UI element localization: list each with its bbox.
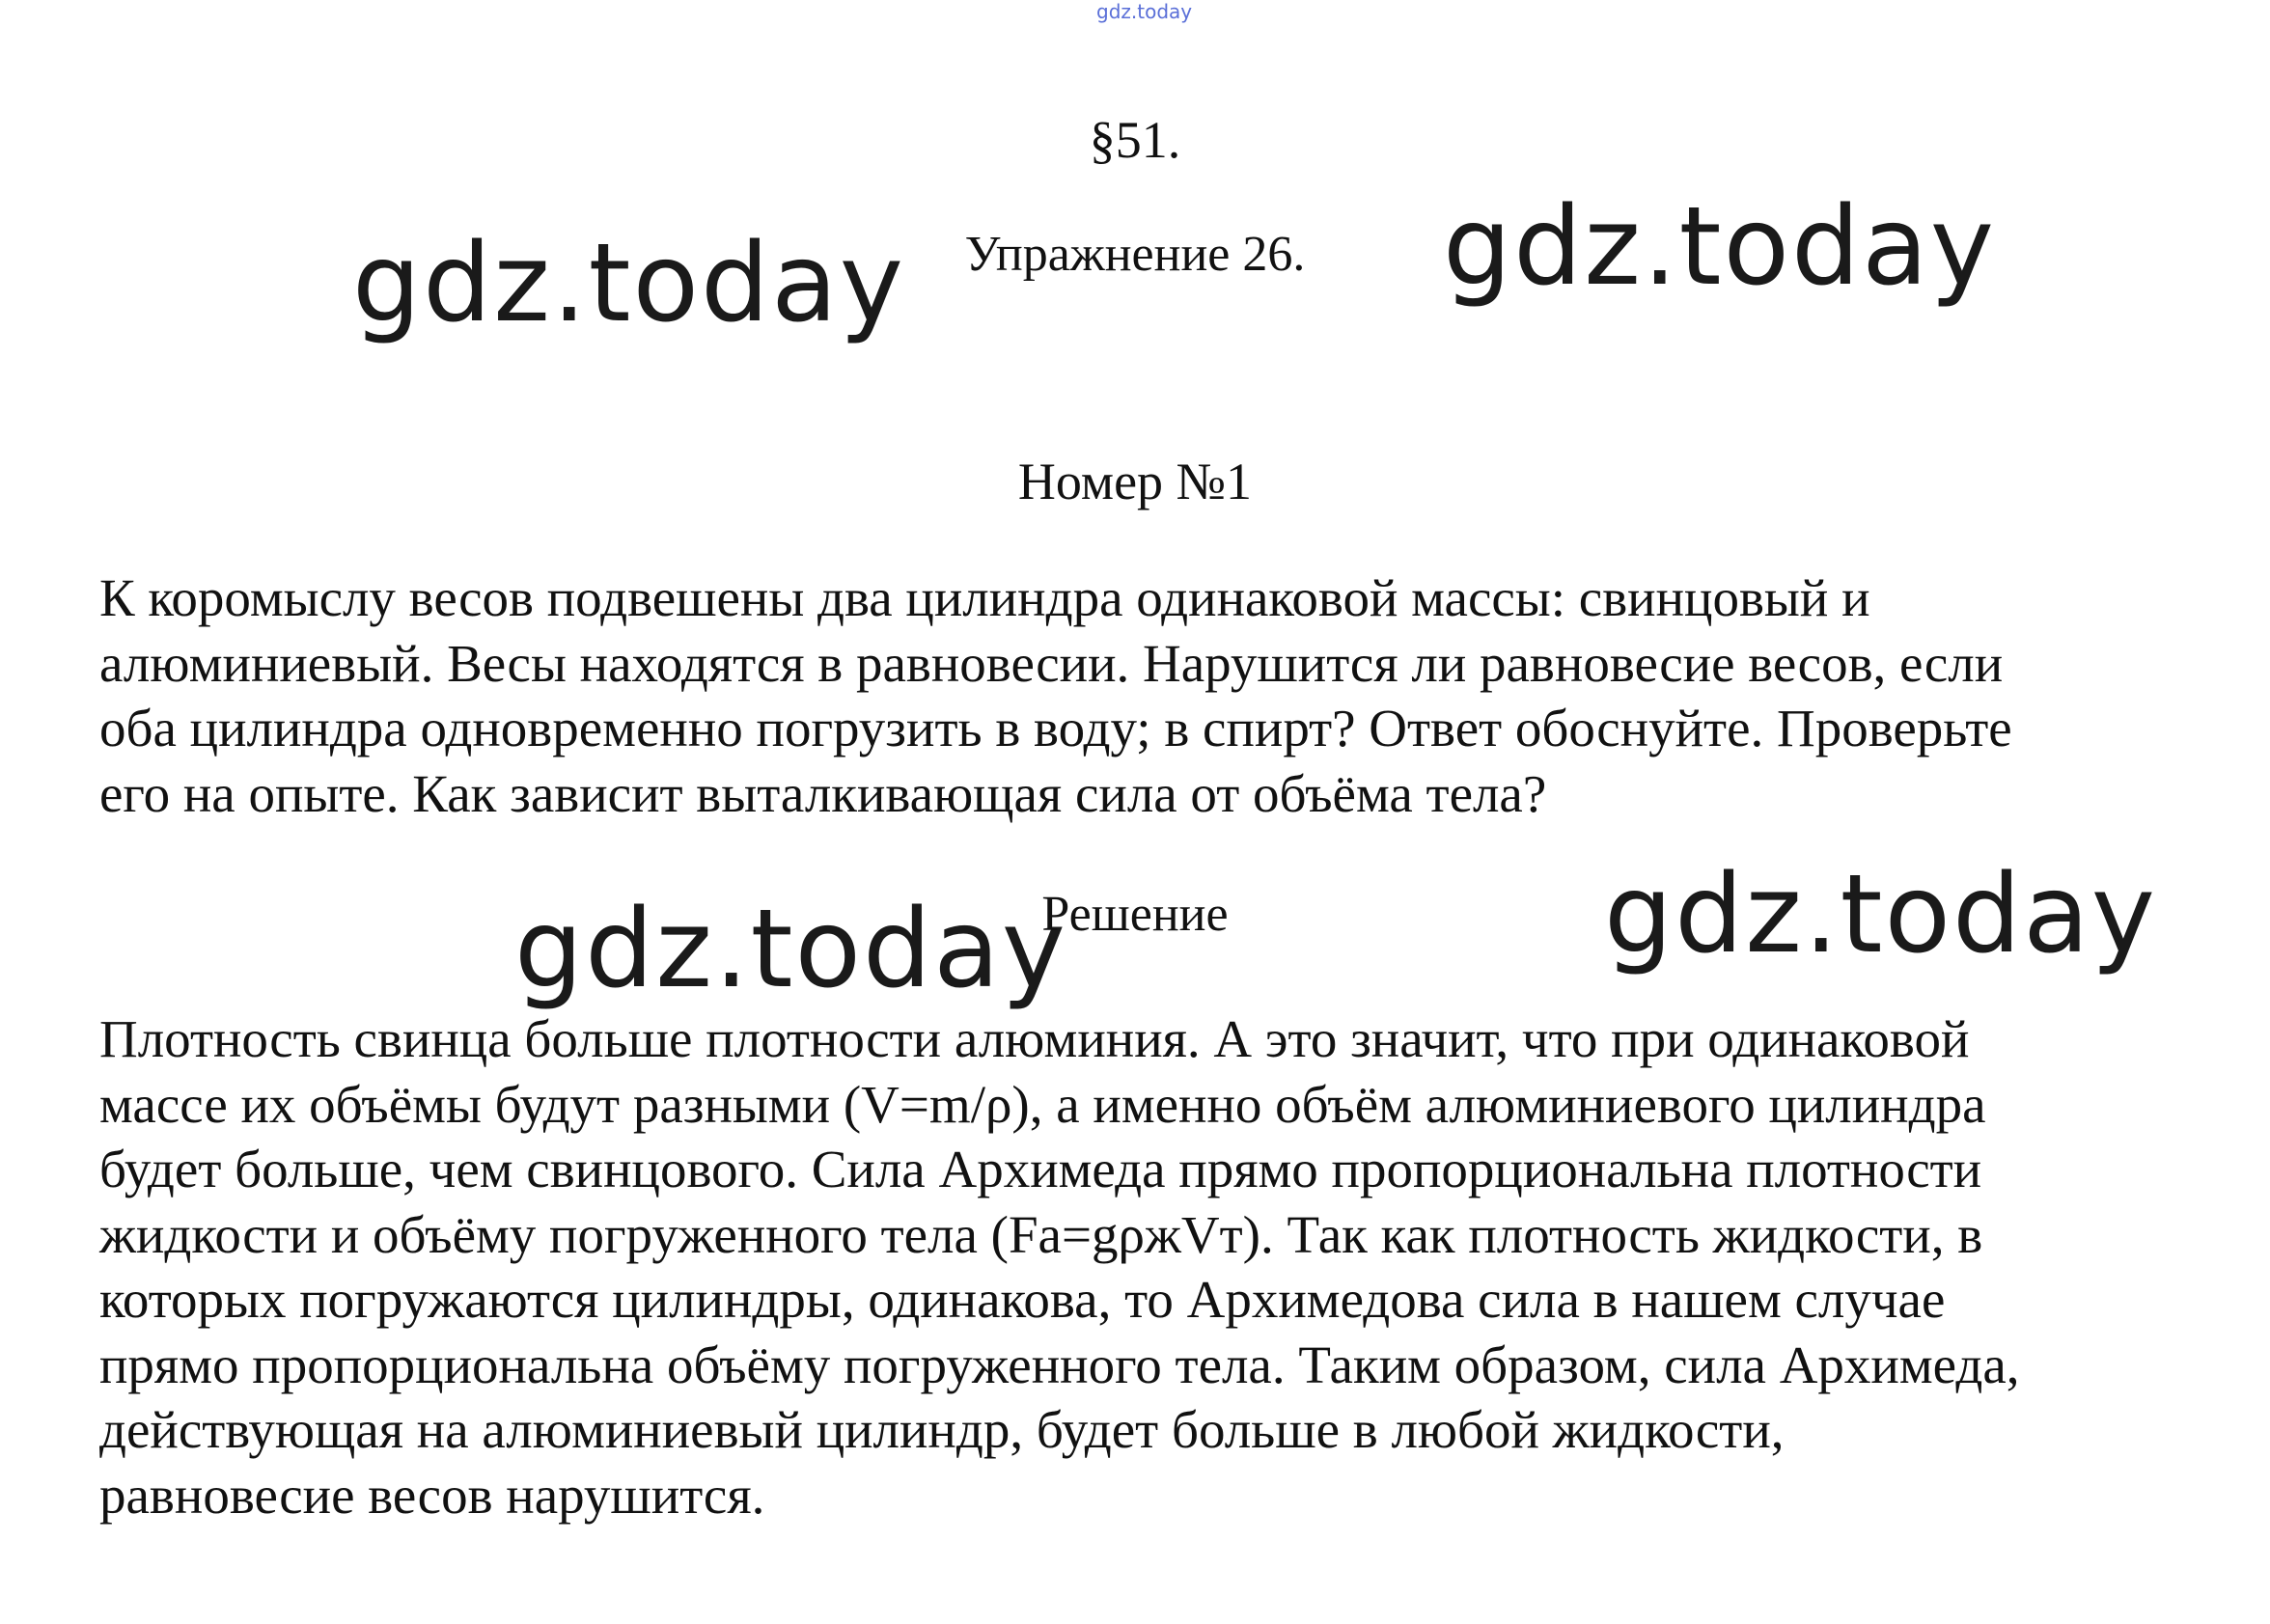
watermark-top-small: gdz.today bbox=[1096, 0, 1193, 23]
solution-line: действующая на алюминиевый цилиндр, будет больше в любой жидкости, bbox=[99, 1400, 1785, 1459]
question-line: его на опыте. Как зависит выталкивающая сила от объёма тела? bbox=[99, 763, 1547, 823]
section-heading: §51. bbox=[1089, 111, 1181, 169]
watermark-2: gdz.today bbox=[1443, 184, 1997, 310]
exercise-heading: Упражнение 26. bbox=[964, 227, 1306, 282]
solution-line: которых погружаются цилиндры, одинакова, то Архимедова сила в нашем случае bbox=[99, 1270, 1946, 1329]
solution-text bbox=[99, 1006, 2261, 1528]
solution-line: жидкости и объёму погруженного тела (Fa=gρжVт). Так как плотность жидкости, в bbox=[99, 1204, 1983, 1264]
question-line: оба цилиндра одновременно погрузить в воду; в спирт? Ответ обоснуйте. Проверьте bbox=[99, 699, 2012, 757]
solution-line: массе их объёмы будут разными (V=m/ρ), а именно объём алюминиевого цилиндра bbox=[99, 1074, 1986, 1134]
watermark-4: gdz.today bbox=[1604, 852, 2158, 977]
question-line: К коромыслу весов подвешены два цилиндра одинаковой массы: свинцовый и bbox=[99, 568, 1870, 627]
solution-line: будет больше, чем свинцового. Сила Архимеда прямо пропорциональна плотности bbox=[99, 1140, 1982, 1198]
question-line: алюминиевый. Весы находятся в равновесии. Нарушится ли равновесие весов, если bbox=[99, 633, 2004, 693]
solution-line: равновесие весов нарушится. bbox=[99, 1465, 765, 1525]
solution-heading: Решение bbox=[1041, 887, 1229, 942]
solution-line: прямо пропорциональна объёму погруженного тела. Таким образом, сила Архимеда, bbox=[99, 1335, 2020, 1394]
solution-line: Плотность свинца больше плотности алюминия. А это значит, что при одинаковой bbox=[99, 1009, 1970, 1068]
problem-number: Номер №1 bbox=[1017, 453, 1253, 510]
question-text bbox=[99, 565, 2261, 826]
watermark-3: gdz.today bbox=[514, 887, 1068, 1012]
watermark-1: gdz.today bbox=[352, 221, 906, 346]
